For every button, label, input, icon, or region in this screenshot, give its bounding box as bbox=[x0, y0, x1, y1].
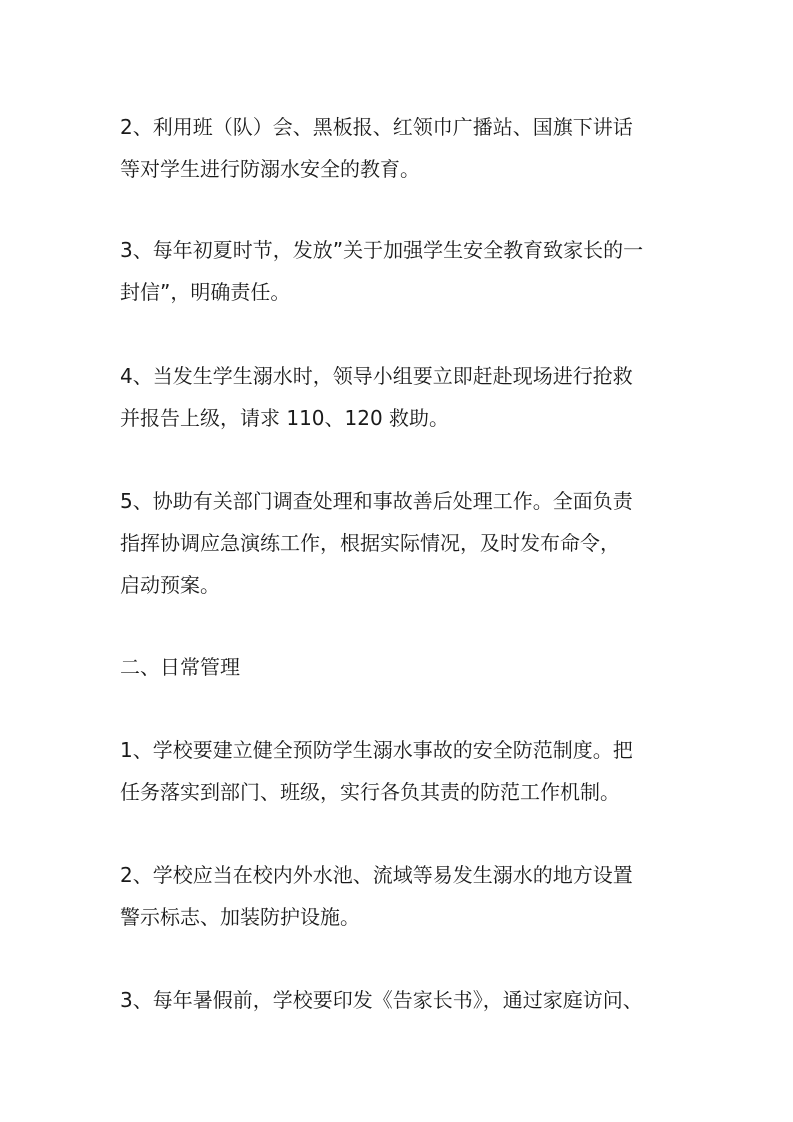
paragraph-line: 警示标志、加装防护设施。 bbox=[120, 905, 360, 929]
paragraph-line: 5、协助有关部门调查处理和事故善后处理工作。全面负责 bbox=[120, 489, 633, 513]
paragraph-item-2-warning-signs bbox=[120, 854, 680, 938]
paragraph-item-1-safety-system bbox=[120, 729, 680, 813]
paragraph-line: 启动预案。 bbox=[120, 573, 220, 597]
paragraph-line: 2、利用班（队）会、黑板报、红领巾广播站、国旗下讲话 bbox=[120, 115, 633, 139]
paragraph-line: 并报告上级，请求 110、120 救助。 bbox=[120, 406, 450, 430]
paragraph-item-3-letter bbox=[120, 229, 680, 313]
paragraph-line: 指挥协调应急演练工作，根据实际情况，及时发布命令， bbox=[120, 531, 620, 555]
paragraph-line: 3、每年暑假前，学校要印发《告家长书》，通过家庭访问、 bbox=[120, 988, 643, 1012]
paragraph-line: 等对学生进行防溺水安全的教育。 bbox=[120, 157, 420, 181]
paragraph-item-4-rescue bbox=[120, 355, 680, 439]
paragraph-item-5-coordination bbox=[120, 480, 680, 606]
paragraph-line: 1、学校要建立健全预防学生溺水事故的安全防范制度。把 bbox=[120, 738, 633, 762]
paragraph-line: 4、当发生学生溺水时，领导小组要立即赶赴现场进行抢救 bbox=[120, 364, 633, 388]
paragraph-line: 任务落实到部门、班级，实行各负其责的防范工作机制。 bbox=[120, 780, 620, 804]
section-heading-line: 二、日常管理 bbox=[120, 655, 240, 679]
paragraph-line: 2、学校应当在校内外水池、流域等易发生溺水的地方设置 bbox=[120, 863, 633, 887]
paragraph-line: 3、每年初夏时节，发放”关于加强学生安全教育致家长的一 bbox=[120, 238, 644, 262]
section-heading-daily-management bbox=[120, 646, 680, 688]
paragraph-item-2-education bbox=[120, 106, 680, 190]
paragraph-line: 封信”，明确责任。 bbox=[120, 280, 291, 304]
paragraph-item-3-parent-letter bbox=[120, 979, 680, 1021]
